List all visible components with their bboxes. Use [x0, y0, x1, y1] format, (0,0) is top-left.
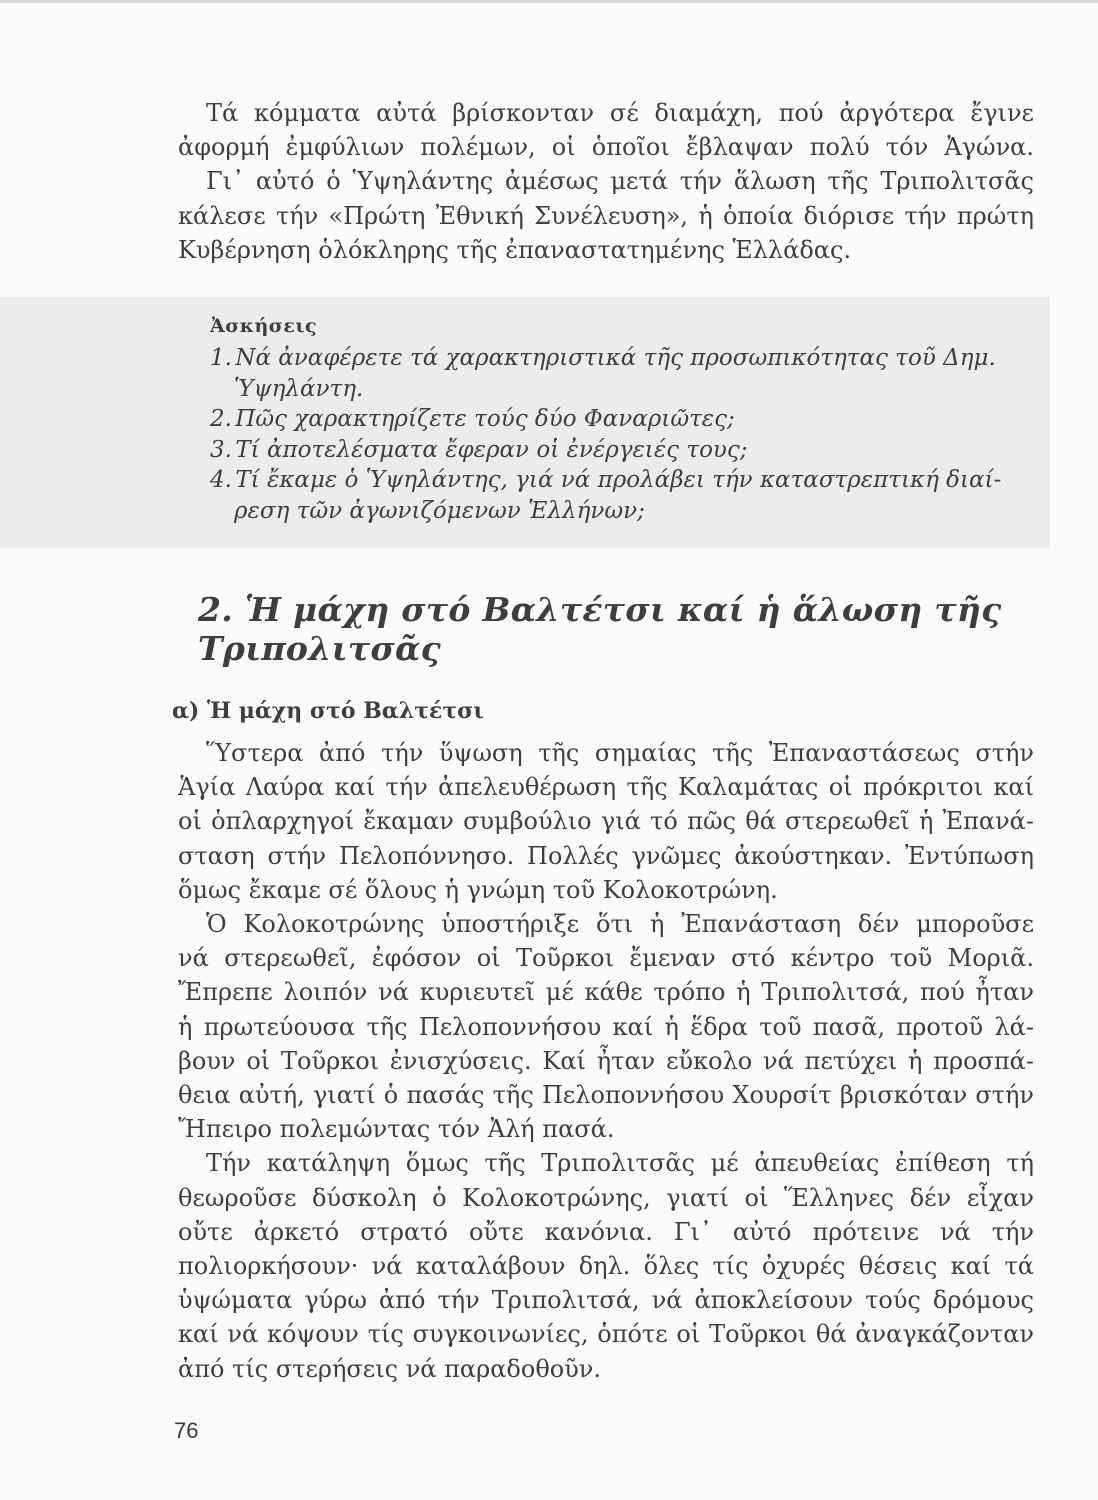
intro-line: Γι᾽ αὐτό ὁ Ὑψηλάντης ἀμέσως μετά τήν ἅλωση τῆς Τριπολιτσᾶς: [206, 167, 1034, 196]
exercises-box: [0, 297, 1050, 548]
body-line: ὅμως ἔκαμε σέ ὅλους ἡ γνώμη τοῦ Κολοκοτρώνη.: [178, 875, 778, 904]
exercise-item: [210, 435, 1050, 466]
body-line: Ἁγία Λαύρα καί τήν ἀπελευθέρωση τῆς Καλαμάτας οἱ πρόκριτοι καί: [178, 773, 1034, 802]
exercise-number: 4.: [210, 467, 232, 494]
exercise-text: Πῶς χαρακτηρίζετε τούς δύο Φαναριῶτες;: [235, 406, 735, 433]
body-line: πολιορκήσουν· νά καταλάβουν δηλ. ὅλες τίς ὀχυρές θέσεις καί τά: [178, 1252, 1034, 1281]
exercises-title: Ἀσκήσεις: [210, 315, 318, 338]
body-paragraph: [178, 907, 1034, 1146]
body-paragraph: [178, 1146, 1034, 1385]
intro-paragraph: [178, 96, 1034, 267]
exercise-text: Τί ἀποτελέσματα ἔφεραν οἱ ἐνέργειές τους;: [235, 436, 748, 463]
section-heading: 2. Ἡ μάχη στό Βαλτέτσι καί ἡ ἅλωση τῆς Τριπολιτσᾶς: [198, 590, 1002, 669]
body-line: θεωροῦσε δύσκολη ὁ Κολοκοτρώνης, γιατί οἱ Ἕλληνες δέν εἶχαν: [178, 1183, 1034, 1212]
subsection-heading: α) Ἡ μάχη στό Βαλτέτσι: [172, 698, 485, 725]
body-line: σταση στήν Πελοπόννησο. Πολλές γνῶμες ἀκούστηκαν. Ἐντύπωση: [178, 841, 1034, 870]
intro-line: κάλεσε τήν «Πρώτη Ἐθνική Συνέλευση», ἡ ὁποία διόρισε τήν πρώτη: [178, 201, 1034, 230]
body-line: οὔτε ἀρκετό στρατό οὔτε κανόνια. Γι᾽ αὐτό πρότεινε νά τήν: [178, 1217, 1034, 1246]
body-line: οἱ ὁπλαρχηγοί ἔκαμαν συμβούλιο γιά τό πῶς θά στερεωθεῖ ἡ Ἐπανά-: [178, 807, 1034, 836]
body-line: ἡ πρωτεύουσα τῆς Πελοποννήσου καί ἡ ἕδρα τοῦ πασᾶ, προτοῦ λά-: [178, 1012, 1034, 1041]
exercise-continuation: ρεση τῶν ἀγωνιζόμενων Ἑλλήνων;: [234, 497, 645, 524]
body-paragraph: [178, 736, 1034, 907]
body-line: ὑψώματα γύρω ἀπό τήν Τριπολιτσά, νά ἀποκλείσουν τούς δρόμους: [178, 1286, 1034, 1315]
exercise-text: Νά ἀναφέρετε τά χαρακτηριστικά τῆς προσωπικότητας τοῦ Δημ.: [235, 345, 996, 372]
exercise-item: [210, 465, 1050, 526]
exercise-number: 1.: [210, 345, 232, 372]
body-line: νά στερεωθεῖ, ἐφόσον οἱ Τοῦρκοι ἔμεναν στό κέντρο τοῦ Μοριᾶ.: [178, 944, 1034, 973]
exercise-continuation: Ὑψηλάντη.: [234, 375, 364, 402]
exercise-item: [210, 404, 1050, 435]
intro-line: Τά κόμματα αὐτά βρίσκονταν σέ διαμάχη, πού ἀργότερα ἔγινε: [206, 99, 1034, 127]
exercise-number: 3.: [210, 436, 232, 463]
exercise-text: Τί ἔκαμε ὁ Ὑψηλάντης, γιά νά προλάβει τήν καταστρεπτική διαί-: [235, 467, 1002, 494]
page-content: [172, 96, 1034, 1386]
page-number: 76: [174, 1418, 199, 1443]
body-line: Ὕστερα ἀπό τήν ὕψωση τῆς σημαίας τῆς Ἐπαναστάσεως στήν: [206, 739, 1034, 768]
exercise-item: [210, 343, 1050, 404]
intro-line: ἀφορμή ἐμφύλιων πολέμων, οἱ ὁποῖοι ἔβλαψαν πολύ τόν Ἀγώνα.: [178, 133, 1034, 162]
body-line: βουν οἱ Τοῦρκοι ἐνισχύσεις. Καί ἦταν εὔκολο νά πετύχει ἡ προσπά-: [178, 1046, 1034, 1075]
exercises-list: [210, 343, 1050, 526]
exercise-number: 2.: [210, 406, 232, 433]
body-line: ἀπό τίς στερήσεις νά παραδοθοῦν.: [178, 1354, 602, 1383]
body-line: Τήν κατάληψη ὅμως τῆς Τριπολιτσᾶς μέ ἀπευθείας ἐπίθεση τή: [206, 1149, 1034, 1178]
intro-line: Κυβέρνηση ὁλόκληρης τῆς ἐπαναστατημένης Ἑλλάδας.: [178, 235, 852, 264]
body-line: Ἔπρεπε λοιπόν νά κυριευτεῖ μέ κάθε τρόπο ἡ Τριπολιτσά, πού ἦταν: [178, 978, 1034, 1007]
body-line: Ἤπειρο πολεμώντας τόν Ἀλή πασά.: [178, 1115, 615, 1144]
body-line: θεια αὐτή, γιατί ὁ πασάς τῆς Πελοποννήσου Χουρσίτ βρισκόταν στήν: [178, 1081, 1034, 1110]
body-line: καί νά κόψουν τίς συγκοινωνίες, ὁπότε οἱ Τοῦρκοι θά ἀναγκάζονταν: [178, 1320, 1034, 1349]
body-line: Ὁ Κολοκοτρώνης ὑποστήριξε ὅτι ἡ Ἐπανάσταση δέν μποροῦσε: [206, 910, 1034, 939]
top-edge-rule: [0, 0, 1098, 3]
